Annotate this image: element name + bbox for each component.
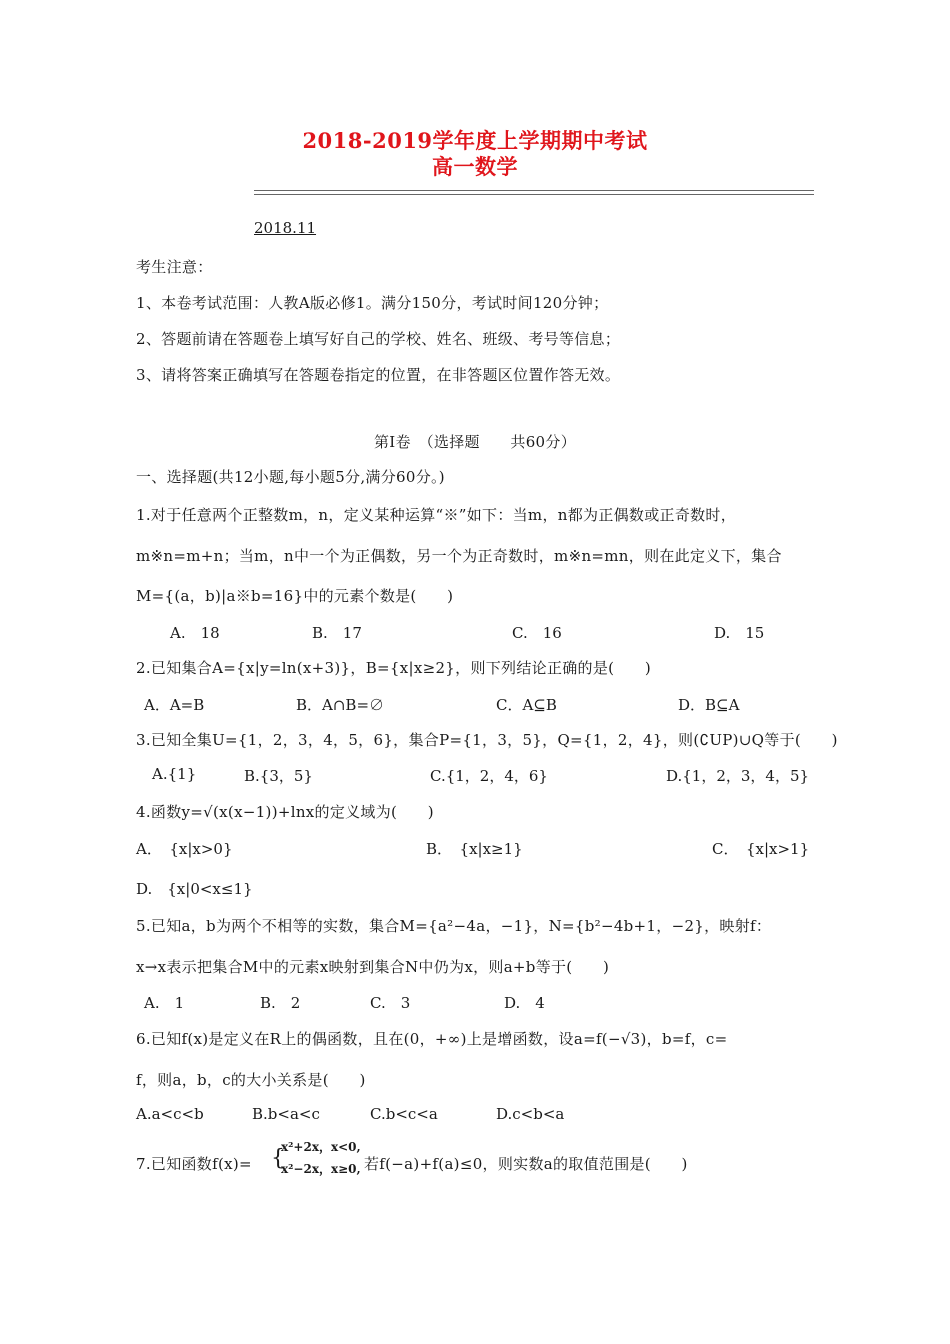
q7-case-1: x²+2x，x<0, [281,1140,361,1154]
q1-option-b: B. 17 [312,624,362,642]
section-instruction: 一、选择题(共12小题,每小题5分,满分60分。) [136,468,445,486]
q2-line1: 2.已知集合A={x|y=ln(x+3)}，B={x|x≥2}，则下列结论正确的是( ) [136,659,652,677]
notice-item-3: 3、请将答案正确填写在答题卷指定的位置，在非答题区位置作答无效。 [136,366,621,384]
q6-line1: 6.已知f(x)是定义在R上的偶函数，且在(0，+∞)上是增函数，设a=f(−√3)，b=f，c= [136,1030,728,1048]
q1-line3: M={(a，b)|a※b=16}中的元素个数是( ) [136,587,454,605]
header-rule-top [254,190,814,191]
q2-option-c: C．A⊆B [496,696,557,714]
q4-option-a: A． {x|x>0} [136,840,233,858]
q3-line1: 3.已知全集U={1，2，3，4，5，6}，集合P={1，3，5}，Q={1，2，4}，则(∁UP)∪Q等于( ) [136,731,838,749]
q5-option-d: D. 4 [504,994,545,1012]
q6-option-d: D.c<b<a [496,1105,565,1123]
q6-option-c: C.b<c<a [370,1105,438,1123]
q4-option-c: C． {x|x>1} [712,840,810,858]
q2-option-a: A．A=B [144,696,205,714]
q1-line1: 1.对于任意两个正整数m，n，定义某种运算“※”如下：当m，n都为正偶数或正奇数时， [136,506,737,524]
q3-option-c: C.{1，2，4，6} [430,767,548,785]
header-rule-bottom [254,194,814,195]
q3-option-a: A.{1} [152,765,197,783]
part-title: 第Ⅰ卷 （选择题 共60分） [373,433,576,451]
exam-title: 2018-2019学年度上学期期中考试 [302,128,648,153]
notice-item-1: 1、本卷考试范围：人教A版必修1。满分150分，考试时间120分钟； [136,294,609,312]
q1-option-c: C. 16 [512,624,562,642]
q5-option-b: B. 2 [260,994,301,1012]
q2-option-b: B．A∩B=∅ [296,696,385,714]
q5-option-c: C. 3 [370,994,411,1012]
exam-date: 2018.11 [254,219,317,237]
q5-line1: 5.已知a，b为两个不相等的实数，集合M={a²−4a，−1}，N={b²−4b+1，−2}，映射f： [136,917,772,935]
q4-line1: 4.函数y=√(x(x−1))+lnx的定义域为( ) [136,803,434,821]
q4-option-b: B． {x|x≥1} [426,840,523,858]
q6-option-b: B.b<a<c [252,1105,320,1123]
notice-heading: 考生注意： [136,258,213,276]
q7-case-2: x²−2x，x≥0, [281,1162,361,1176]
q5-option-a: A. 1 [144,994,185,1012]
q6-option-a: A.a<c<b [136,1105,204,1123]
q2-option-d: D．B⊆A [678,696,740,714]
q3-option-b: B.{3，5} [244,767,313,785]
q7-prefix: 7.已知函数f(x)= [136,1155,252,1173]
q1-option-d: D. 15 [714,624,765,642]
q7-suffix: 若f(−a)+f(a)≤0，则实数a的取值范围是( ) [364,1155,688,1173]
notice-item-2: 2、答题前请在答题卷上填写好自己的学校、姓名、班级、考号等信息； [136,330,621,348]
q5-line2: x→x表示把集合M中的元素x映射到集合N中仍为x，则a+b等于( ) [136,958,610,976]
q1-option-a: A. 18 [170,624,220,642]
q6-line2: f，则a，b，c的大小关系是( ) [136,1071,366,1089]
q1-line2: m※n=m+n；当m，n中一个为正偶数，另一个为正奇数时，m※n=mn，则在此定义下，集合 [136,547,782,565]
q7-brace: { [271,1146,285,1171]
q4-option-d: D. {x|0<x≤1} [136,880,253,898]
subject-title: 高一数学 [432,154,518,179]
q3-option-d: D.{1，2，3，4，5} [666,767,810,785]
